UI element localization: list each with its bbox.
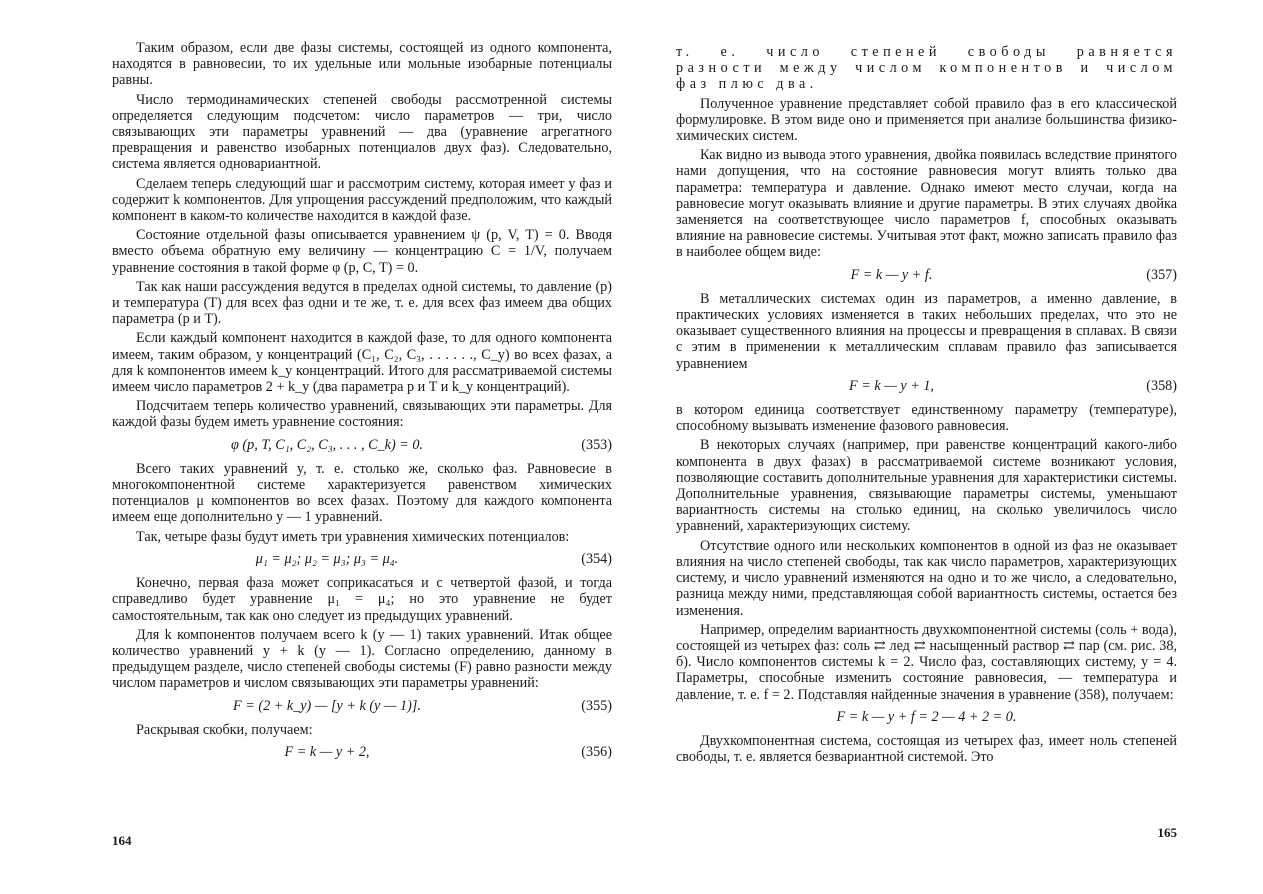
paragraph: Так как наши рассуждения ведутся в пределах одной системы, то давление (p) и температура (T) для всех фаз одни и те же, т. е. для всех фаз имеем два общих параметра (p и T). xyxy=(112,278,612,328)
paragraph: Состояние отдельной фазы описывается уравнением ψ (p, V, T) = 0. Вводя вместо объема обратную ему величину — концентрацию C = 1/V, получаем уравнение состояния в такой форме φ (p, C, T) = 0. xyxy=(112,227,612,276)
paragraph: Например, определим вариантность двухкомпонентной системы (соль + вода), состоящей из четырех фаз: соль ⇄ лед ⇄ насыщенный раствор ⇄ пар (см. рис. 38, б). Число компонентов системы k = 2. Число фаз, составляющих систему, y = 4. Параметры, способные изменить состояние равновесия, — температура и давление, т. е. f = 2. Подставляя найденные значения в уравнение (358), получаем: xyxy=(676,621,1177,703)
equation-number: (355) xyxy=(581,697,612,714)
right-page xyxy=(632,0,1263,894)
paragraph: В металлических системах один из параметров, а именно давление, в практических условиях изменяется в таких небольших пределах, что это не оказывает существенного влияния на процессы и превращения в сплавах. В связи с этим в применении к металлическим сплавам правило фаз записывается уравнением xyxy=(676,290,1177,372)
paragraph: Если каждый компонент находится в каждой фазе, то для одного компонента имеем, таким образом, y концентраций (C₁, C₂, C₃, . . . . . ., C_y) во всех фазах, а для k компонентов имеем k_y концентраций. Итого для рассматриваемой системы имеем число параметров 2 + k_y (два параметра p и T и k_y концентраций). xyxy=(112,330,612,396)
equation-formula: F = k — y + f. xyxy=(850,266,933,283)
paragraph: Отсутствие одного или нескольких компонентов в одной из фаз не оказывает влияния на число степеней свободы, так как число параметров, характеризующих систему, и число уравнений изменяются на одно и то же число, а следовательно, разница между ними, представляющая собой вариантность системы, остается без изменения. xyxy=(676,537,1177,619)
equation-357 xyxy=(676,267,1177,283)
paragraph: Раскрывая скобки, получаем: xyxy=(136,721,313,738)
equation-number: (357) xyxy=(1146,266,1177,283)
left-text-column xyxy=(112,40,612,760)
paragraph: Как видно из вывода этого уравнения, двойка появилась вследствие принятого нами допущения, что на состояние равновесия могут влиять только два параметра: температура и давление. Однако имеют место случаи, когда на равновесие могут оказывать влияние и другие параметры. В этих случаях двойка заменяется на соответствующее число параметров f, способных оказывать влияние на равновесие системы. Учитывая этот факт, можно записать правило фаз в наиболее общем виде: xyxy=(676,147,1177,261)
paragraph: Так, четыре фазы будут иметь три уравнения химических потенциалов: xyxy=(136,528,570,545)
paragraph: Сделаем теперь следующий шаг и рассмотрим систему, которая имеет y фаз и содержит k компонентов. Для упрощения рассуждений предположим, что каждый компонент в каком-то количестве находится в каждой фазе. xyxy=(112,175,612,225)
paragraph: Для k компонентов получаем всего k (y — 1) таких уравнений. Итак общее количество уравнений y + k (y — 1). Согласно определению, данному в предыдущем разделе, число степеней свободы системы (F) равно разности между числом параметров и числом связывающих эти параметры уравнений: xyxy=(112,626,612,692)
paragraph: Число термодинамических степеней свободы рассмотренной системы определяется следующим подсчетом: число параметров — три, число связывающих эти параметры уравнений — два (уравнение агрегатного превращения и равенство изобарных потенциалов двух фаз). Следовательно, система является одновариантной. xyxy=(112,91,612,173)
page-number-right: 165 xyxy=(1157,825,1177,840)
paragraph-spaced: т. е. число степеней свободы равняется разности между числом компонентов и числом фаз плюс два. xyxy=(676,44,1177,93)
equation-355 xyxy=(112,698,612,714)
paragraph: Полученное уравнение представляет собой правило фаз в его классической формулировке. В этом виде оно и применяется при анализе большинства физико-химических систем. xyxy=(676,95,1177,145)
equation-354 xyxy=(112,551,612,567)
equation-formula: F = k — y + 2, xyxy=(284,743,370,760)
paragraph: Двухкомпонентная система, состоящая из четырех фаз, имеет ноль степеней свободы, т. е. является безвариантной системой. Это xyxy=(676,732,1177,766)
equation-353 xyxy=(112,437,612,453)
paragraph: в котором единица соответствует единственному параметру (температуре), способному вызывать изменение фазового равновесия. xyxy=(676,402,1177,435)
paragraph: Всего таких уравнений y, т. е. столько же, сколько фаз. Равновесие в многокомпонентной системе характеризуется равенством химических потенциалов μ компонентов во всех фазах. Поэтому для каждого компонента имеем еще дополнительно y — 1 уравнений. xyxy=(112,460,612,526)
page-number-left: 164 xyxy=(112,833,132,848)
paragraph: Подсчитаем теперь количество уравнений, связывающих эти параметры. Для каждой фазы будем иметь уравнение состояния: xyxy=(112,398,612,431)
equation-number: (353) xyxy=(581,436,612,453)
paragraph: Таким образом, если две фазы системы, состоящей из одного компонента, находятся в равновесии, то их удельные или мольные изобарные потенциалы равны. xyxy=(112,40,612,89)
right-text-column xyxy=(676,44,1177,765)
equation-formula: F = k — y + 1, xyxy=(849,377,934,394)
equation-number: (358) xyxy=(1146,377,1177,394)
equation-final xyxy=(676,709,1177,725)
equation-formula: φ (p, T, C₁, C₂, C₃, . . . , C_k) = 0. xyxy=(231,436,423,453)
equation-formula: μ₁ = μ₂; μ₂ = μ₃; μ₃ = μ₄. xyxy=(255,550,399,567)
equation-formula: F = (2 + k_y) — [y + k (y — 1)]. xyxy=(233,697,421,714)
equation-358 xyxy=(676,378,1177,394)
paragraph: В некоторых случаях (например, при равенстве концентраций какого-либо компонента в двух фазах) в рассматриваемой системе возникают условия, позволяющие составить дополнительные уравнения для характеристики системы. Дополнительные уравнения, связывающие параметры системы, уменьшают вариантность системы на столько единиц, на сколько увеличилось число уравнений, характеризующих систему. xyxy=(676,437,1177,535)
equation-number: (354) xyxy=(581,550,612,567)
equation-number: (356) xyxy=(581,743,612,760)
equation-356 xyxy=(112,744,612,760)
equation-formula: F = k — y + f = 2 — 4 + 2 = 0. xyxy=(836,708,1017,725)
paragraph: Конечно, первая фаза может соприкасаться и с четвертой фазой, и тогда справедливо будет уравнение μ₁ = μ₄; но это уравнение не будет самостоятельным, так как оно следует из предыдущих уравнений. xyxy=(112,575,612,624)
